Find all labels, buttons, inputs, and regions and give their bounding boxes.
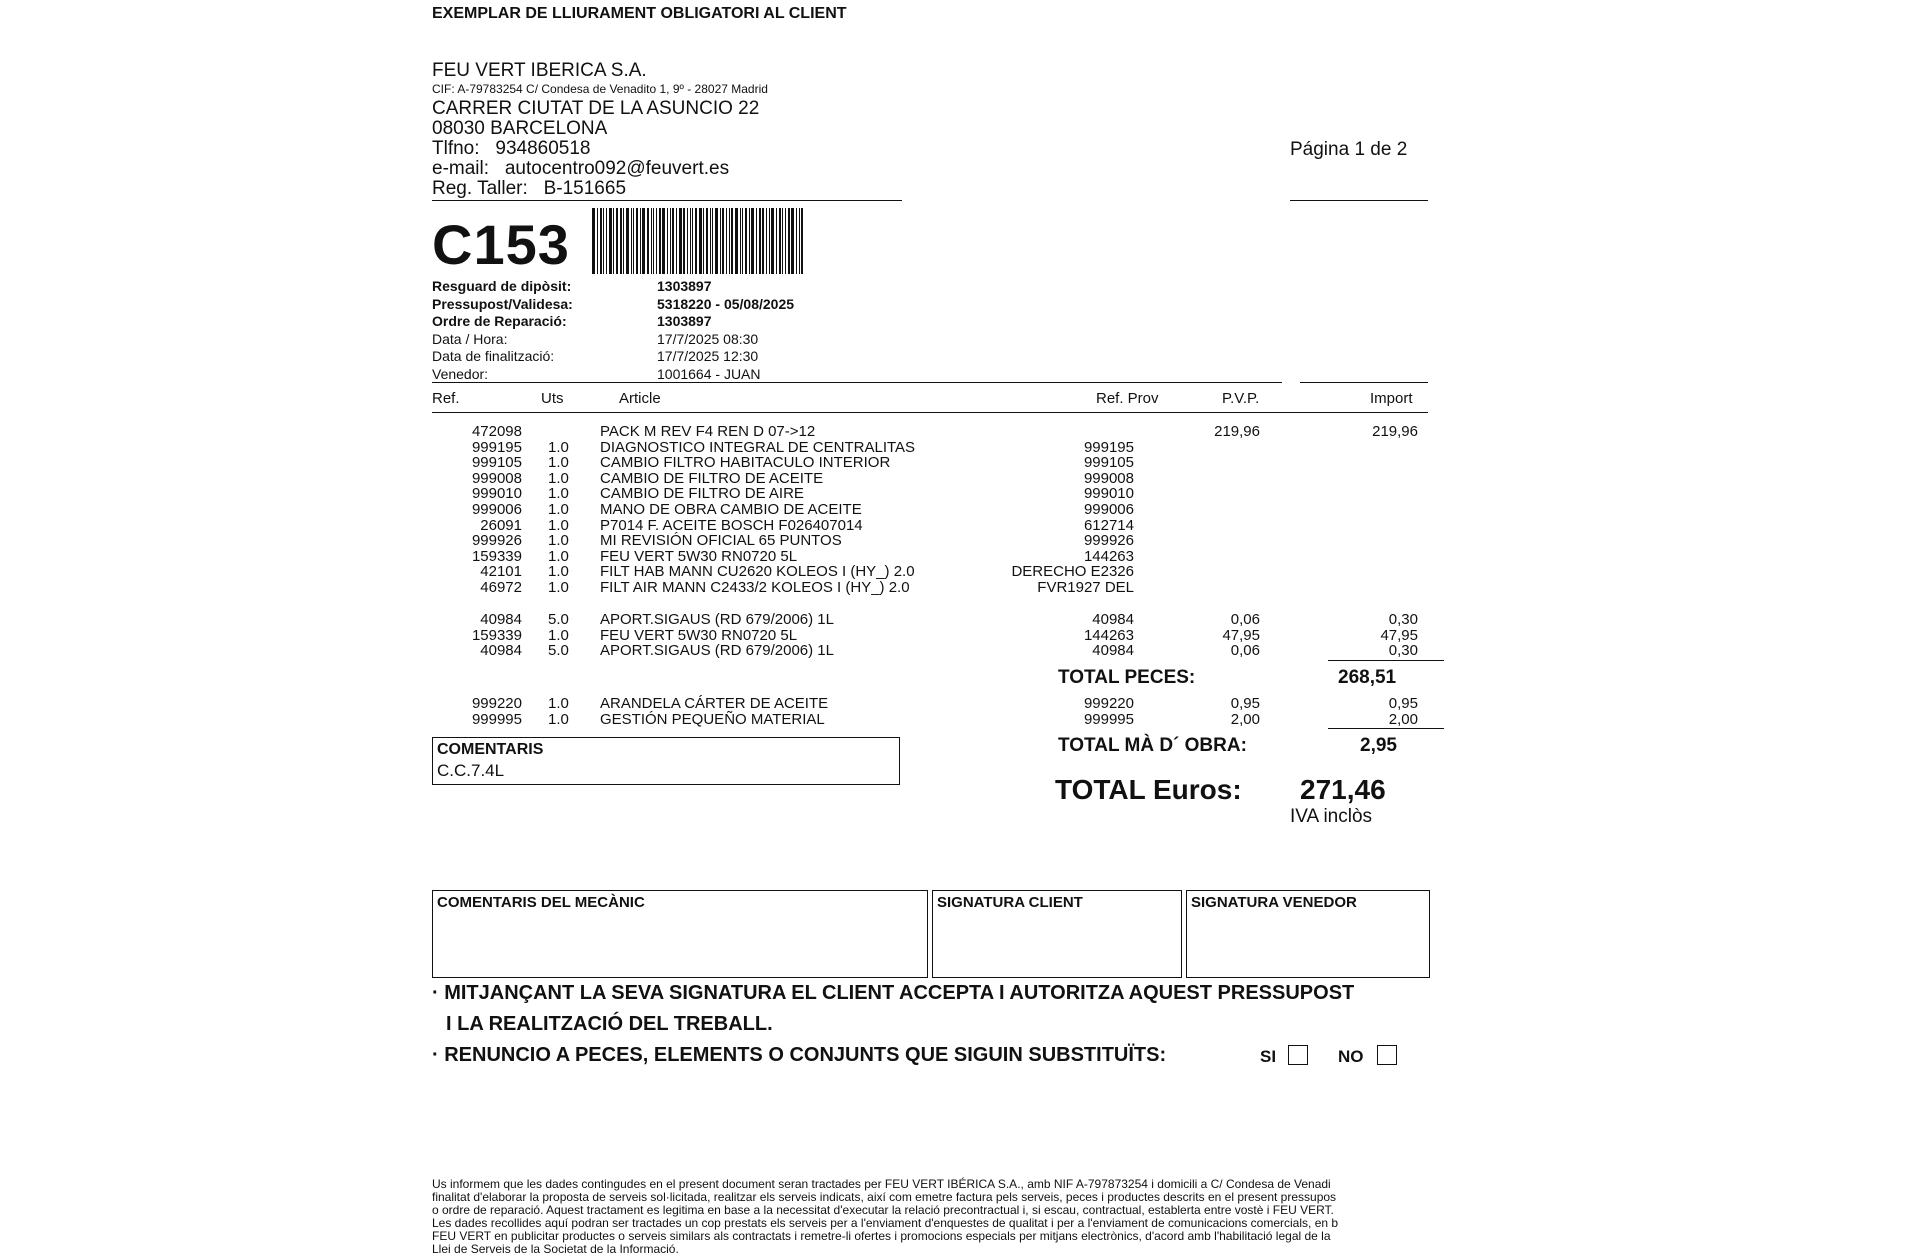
barcode-bar	[759, 208, 761, 274]
barcode-bar	[791, 208, 794, 274]
barcode	[592, 208, 818, 274]
cell-uts: 1.0	[548, 626, 569, 644]
cell-article: MANO DE OBRA CAMBIO DE ACEITE	[600, 501, 862, 518]
cell-ref-prov: 144263	[1083, 626, 1134, 644]
email-value: autocentro092@feuvert.es	[504, 158, 730, 179]
labour-total-value: 2,95	[1360, 735, 1397, 756]
barcode-bar	[788, 208, 790, 274]
cell-uts: 1.0	[548, 485, 569, 503]
barcode-bar	[631, 208, 632, 274]
cell-uts: 5.0	[548, 611, 569, 628]
barcode-bar	[683, 208, 685, 274]
client-signature-title: SIGNATURA CLIENT	[937, 894, 1083, 911]
cell-ref-prov: 999995	[1083, 710, 1134, 728]
mechanic-comments-title: COMENTARIS DEL MECÀNIC	[437, 894, 645, 911]
barcode-bar	[651, 208, 652, 274]
labour-total-rule	[1328, 728, 1444, 729]
cell-article: FILT HAB MANN CU2620 KOLEOS I (HY_) 2.0	[600, 563, 915, 581]
cell-ref: 999220	[471, 695, 522, 712]
cell-import: 47,95	[1380, 626, 1418, 644]
cell-uts: 1.0	[548, 532, 569, 550]
barcode-bar	[667, 208, 668, 274]
cell-pvp: 47,95	[1222, 626, 1260, 644]
cell-article: FILT AIR MANN C2433/2 KOLEOS I (HY_) 2.0	[600, 579, 910, 596]
cell-ref: 999010	[471, 485, 522, 503]
barcode-bar	[692, 208, 693, 274]
cell-ref: 159339	[471, 626, 522, 644]
table-header-divider	[432, 412, 1428, 413]
meta-value: 17/7/2025 12:30	[657, 348, 759, 364]
cell-pvp: 0,06	[1230, 611, 1260, 628]
cell-article: GESTIÓN PEQUEÑO MATERIAL	[600, 710, 825, 728]
authorization-line-1: · MITJANÇANT LA SEVA SIGNATURA EL CLIENT ACCEPTA I AUTORITZA AQUEST PRESSUPOST	[432, 982, 1355, 1004]
copy-notice: EXEMPLAR DE LLIURAMENT OBLIGATORI AL CLIENT	[432, 5, 847, 22]
legal-line: Us informem que les dades contingudes en el present document seran tractades per FEU VERT IBÉRICA S.A., amb NIF A-797873254 i domicili a C/ Condesa de Venadi	[432, 1177, 1331, 1191]
legal-line: FEU VERT en publicitar productes o serveis similars als contractats i remetre-li ofertes i promocions especials per mitjans electrònics, d'acord amb l'habilitació legal de la	[432, 1229, 1331, 1243]
parts-total-label: TOTAL PECES:	[1058, 667, 1196, 688]
barcode-bar	[690, 208, 691, 274]
comments-title: COMENTARIS	[437, 741, 544, 758]
cell-ref-prov: 999010	[1083, 485, 1134, 503]
workshop-phone	[432, 138, 590, 160]
comments-box	[432, 737, 900, 785]
cell-article: FEU VERT 5W30 RN0720 5L	[600, 547, 798, 565]
cell-ref: 999008	[471, 469, 522, 487]
barcode-bar	[712, 208, 713, 274]
cell-uts: 5.0	[548, 642, 569, 660]
cell-ref: 472098	[471, 423, 522, 440]
cell-uts: 1.0	[548, 579, 569, 596]
workshop-street: CARRER CIUTAT DE LA ASUNCIO 22	[432, 98, 760, 119]
cell-ref: 999105	[471, 454, 522, 472]
barcode-bar	[672, 208, 674, 274]
barcode-bar	[745, 208, 747, 274]
barcode-bar	[742, 208, 743, 274]
cell-ref-prov: 40984	[1092, 611, 1134, 628]
cell-article: CAMBIO FILTRO HABITACULO INTERIOR	[600, 454, 891, 472]
cell-import: 0,30	[1388, 642, 1418, 660]
barcode-bar	[771, 208, 774, 274]
barcode-bar	[703, 208, 704, 274]
cell-ref-prov: 999006	[1083, 501, 1134, 518]
barcode-bar	[799, 208, 800, 274]
seller-signature-box[interactable]	[1186, 890, 1430, 978]
phone-label: Tlfno:	[432, 138, 480, 159]
meta-divider	[432, 382, 1282, 383]
barcode-bar	[656, 208, 657, 274]
barcode-bar	[731, 208, 733, 274]
header-ref-prov: Ref. Prov	[1096, 390, 1159, 407]
barcode-bar	[670, 208, 671, 274]
registry-label: Reg. Taller:	[432, 178, 528, 199]
header-divider	[432, 200, 902, 201]
meta-label: Data de finalització:	[432, 348, 555, 364]
cell-uts: 1.0	[548, 695, 569, 712]
header-ref: Ref.	[432, 390, 460, 407]
order-code: C153	[432, 213, 570, 276]
barcode-bar	[613, 208, 614, 274]
header-article: Article	[619, 390, 661, 407]
barcode-bar	[642, 208, 645, 274]
barcode-bar	[640, 208, 641, 274]
cell-ref: 46972	[480, 579, 522, 596]
client-signature-box[interactable]	[932, 890, 1182, 978]
parts-total-rule	[1328, 660, 1444, 661]
barcode-bar	[776, 208, 777, 274]
cell-article: MI REVISIÓN OFICIAL 65 PUNTOS	[600, 532, 842, 550]
barcode-bar	[722, 208, 724, 274]
cell-ref: 26091	[480, 516, 522, 534]
cell-article: P7014 F. ACEITE BOSCH F026407014	[600, 516, 863, 534]
cell-ref-prov: 999926	[1083, 532, 1134, 550]
meta-divider-right	[1300, 382, 1428, 383]
meta-value: 1303897	[657, 313, 712, 329]
meta-label: Pressupost/Validesa:	[432, 295, 573, 312]
waiver-no-checkbox[interactable]	[1377, 1045, 1397, 1065]
barcode-bar	[699, 208, 702, 274]
barcode-bar	[785, 208, 786, 274]
cell-article: CAMBIO DE FILTRO DE ACEITE	[600, 469, 824, 487]
barcode-bar	[769, 208, 770, 274]
page-number: Página 1 de 2	[1290, 139, 1408, 160]
barcode-bar	[600, 208, 602, 274]
cell-uts: 1.0	[548, 516, 569, 534]
barcode-bar	[756, 208, 757, 274]
cell-ref: 42101	[480, 563, 522, 581]
barcode-bar	[636, 208, 638, 274]
cell-uts: 1.0	[548, 438, 569, 456]
cell-ref: 999995	[471, 710, 522, 728]
barcode-bar	[597, 208, 598, 274]
company-cif: CIF: A-79783254 C/ Condesa de Venadito 1, 9º - 28027 Madrid	[432, 82, 768, 96]
mechanic-comments-box[interactable]	[432, 890, 928, 978]
barcode-bar	[796, 208, 797, 274]
cell-pvp: 0,95	[1230, 695, 1260, 712]
meta-value: 1001664 - JUAN	[657, 365, 761, 382]
barcode-bar	[740, 208, 741, 274]
barcode-bar	[606, 208, 607, 274]
cell-ref-prov: 999008	[1083, 469, 1134, 487]
legal-line: o ordre de reparació. Aquest tractament es legitima en base a la necessitat d'executar la relació precontractual i, si escau, contractual, establerta entre vostè i FEU VERT.	[432, 1203, 1334, 1217]
waiver-line: · RENUNCIO A PECES, ELEMENTS O CONJUNTS QUE SIGUIN SUBSTITUÏTS:	[432, 1044, 1167, 1066]
barcode-bar	[801, 208, 803, 274]
cell-ref: 999926	[471, 532, 522, 550]
waiver-yes-label: SI	[1260, 1047, 1277, 1066]
barcode-bar	[715, 208, 718, 274]
barcode-bar	[735, 208, 738, 274]
barcode-bar	[623, 208, 624, 274]
registry-value: B-151665	[543, 178, 627, 199]
cell-ref: 159339	[471, 547, 522, 565]
barcode-bar	[609, 208, 612, 274]
barcode-bar	[706, 208, 708, 274]
cell-uts: 1.0	[548, 501, 569, 518]
barcode-bar	[749, 208, 750, 274]
cell-article: DIAGNOSTICO INTEGRAL DE CENTRALITAS	[600, 438, 916, 456]
cell-ref-prov: FVR1927 DEL	[1037, 579, 1134, 596]
email-label: e-mail:	[432, 158, 490, 179]
cell-uts: 1.0	[548, 469, 569, 487]
cell-uts: 1.0	[548, 710, 569, 728]
cell-uts: 1.0	[548, 563, 569, 581]
barcode-bar	[687, 208, 688, 274]
cell-uts: 1.0	[548, 454, 569, 472]
labour-total-label: TOTAL MÀ D´ OBRA:	[1058, 735, 1247, 756]
barcode-bar	[779, 208, 781, 274]
cell-ref-prov: 40984	[1092, 642, 1134, 660]
cell-import: 0,30	[1388, 611, 1418, 628]
cell-article: FEU VERT 5W30 RN0720 5L	[600, 626, 798, 644]
cell-ref-prov: 999220	[1083, 695, 1134, 712]
barcode-bar	[626, 208, 629, 274]
barcode-bar	[662, 208, 665, 274]
legal-line: finalitat d'elaborar la proposta de serveis sol·licitada, realitzar els serveis indicats, així com emetre factura pels serveis, peces i productes descrits en el present pressupos	[432, 1190, 1337, 1204]
meta-label: Ordre de Reparació:	[432, 313, 567, 329]
cell-ref-prov: 999105	[1083, 454, 1134, 472]
cell-ref-prov: 612714	[1083, 516, 1134, 534]
cell-pvp: 2,00	[1230, 710, 1260, 728]
seller-signature-title: SIGNATURA VENEDOR	[1191, 894, 1357, 911]
cell-article: ARANDELA CÁRTER DE ACEITE	[600, 695, 829, 712]
grand-total-value: 271,46	[1300, 774, 1386, 805]
barcode-bar	[720, 208, 721, 274]
cell-import: 219,96	[1372, 423, 1418, 440]
workshop-registry	[432, 178, 626, 200]
cell-pvp: 0,06	[1230, 642, 1260, 660]
meta-label: Data / Hora:	[432, 330, 508, 347]
barcode-bar	[620, 208, 622, 274]
grand-total-label: TOTAL Euros:	[1055, 774, 1242, 805]
meta-value: 17/7/2025 08:30	[657, 330, 759, 347]
workshop-city: 08030 BARCELONA	[432, 118, 608, 139]
barcode-bar	[762, 208, 764, 274]
barcode-bar	[729, 208, 730, 274]
cell-article: PACK M REV F4 REN D 07->12	[600, 423, 816, 440]
barcode-bar	[659, 208, 661, 274]
cell-article: APORT.SIGAUS (RD 679/2006) 1L	[600, 611, 834, 628]
workshop-email	[432, 158, 729, 180]
meta-value: 1303897	[657, 278, 712, 294]
meta-label: Resguard de dipòsit:	[432, 278, 572, 294]
cell-ref-prov: 144263	[1083, 547, 1134, 565]
barcode-bar	[782, 208, 783, 274]
cell-ref-prov: DERECHO E2326	[1011, 563, 1134, 581]
barcode-bar	[679, 208, 682, 274]
cell-ref: 999195	[471, 438, 522, 456]
authorization-line-2: I LA REALITZACIÓ DEL TREBALL.	[446, 1013, 773, 1035]
legal-line: Llei de Serveis de la Societat de la Informació.	[432, 1242, 679, 1256]
barcode-bar	[710, 208, 711, 274]
phone-value: 934860518	[495, 138, 591, 159]
legal-line: Les dades recollides aquí podran ser tractades un cop prestats els serveis per a l'enviament d'enquestes de qualitat i per a l'enviament de comunicacions comercials, en b	[432, 1216, 1339, 1230]
barcode-bar	[616, 208, 618, 274]
cell-uts: 1.0	[548, 547, 569, 565]
meta-value: 5318220 - 05/08/2025	[657, 295, 795, 312]
waiver-no-label: NO	[1338, 1047, 1364, 1066]
barcode-bar	[592, 208, 595, 274]
comments-text: C.C.7.4L	[437, 761, 505, 780]
page-divider	[1290, 200, 1428, 201]
barcode-bar	[676, 208, 677, 274]
barcode-bar	[751, 208, 754, 274]
cell-article: APORT.SIGAUS (RD 679/2006) 1L	[600, 642, 834, 660]
meta-label: Venedor:	[432, 365, 489, 382]
header-pvp: P.V.P.	[1222, 390, 1260, 407]
cell-article: CAMBIO DE FILTRO DE AIRE	[600, 485, 804, 503]
cell-ref-prov: 999195	[1083, 438, 1134, 456]
barcode-bar	[647, 208, 649, 274]
cell-import: 2,00	[1388, 710, 1418, 728]
barcode-bar	[603, 208, 604, 274]
header-import: Import	[1370, 390, 1413, 407]
barcode-bar	[653, 208, 654, 274]
barcode-bar	[726, 208, 727, 274]
cell-ref: 40984	[480, 611, 522, 628]
cell-ref: 999006	[471, 501, 522, 518]
cell-ref: 40984	[480, 642, 522, 660]
company-name: FEU VERT IBERICA S.A.	[432, 60, 647, 81]
barcode-bar	[633, 208, 634, 274]
cell-import: 0,95	[1388, 695, 1418, 712]
vat-note: IVA inclòs	[1290, 806, 1373, 827]
barcode-bar	[695, 208, 697, 274]
header-uts: Uts	[541, 390, 564, 407]
cell-pvp: 219,96	[1214, 423, 1260, 440]
barcode-bar	[766, 208, 767, 274]
waiver-yes-checkbox[interactable]	[1288, 1045, 1308, 1065]
parts-total-value: 268,51	[1338, 667, 1397, 688]
